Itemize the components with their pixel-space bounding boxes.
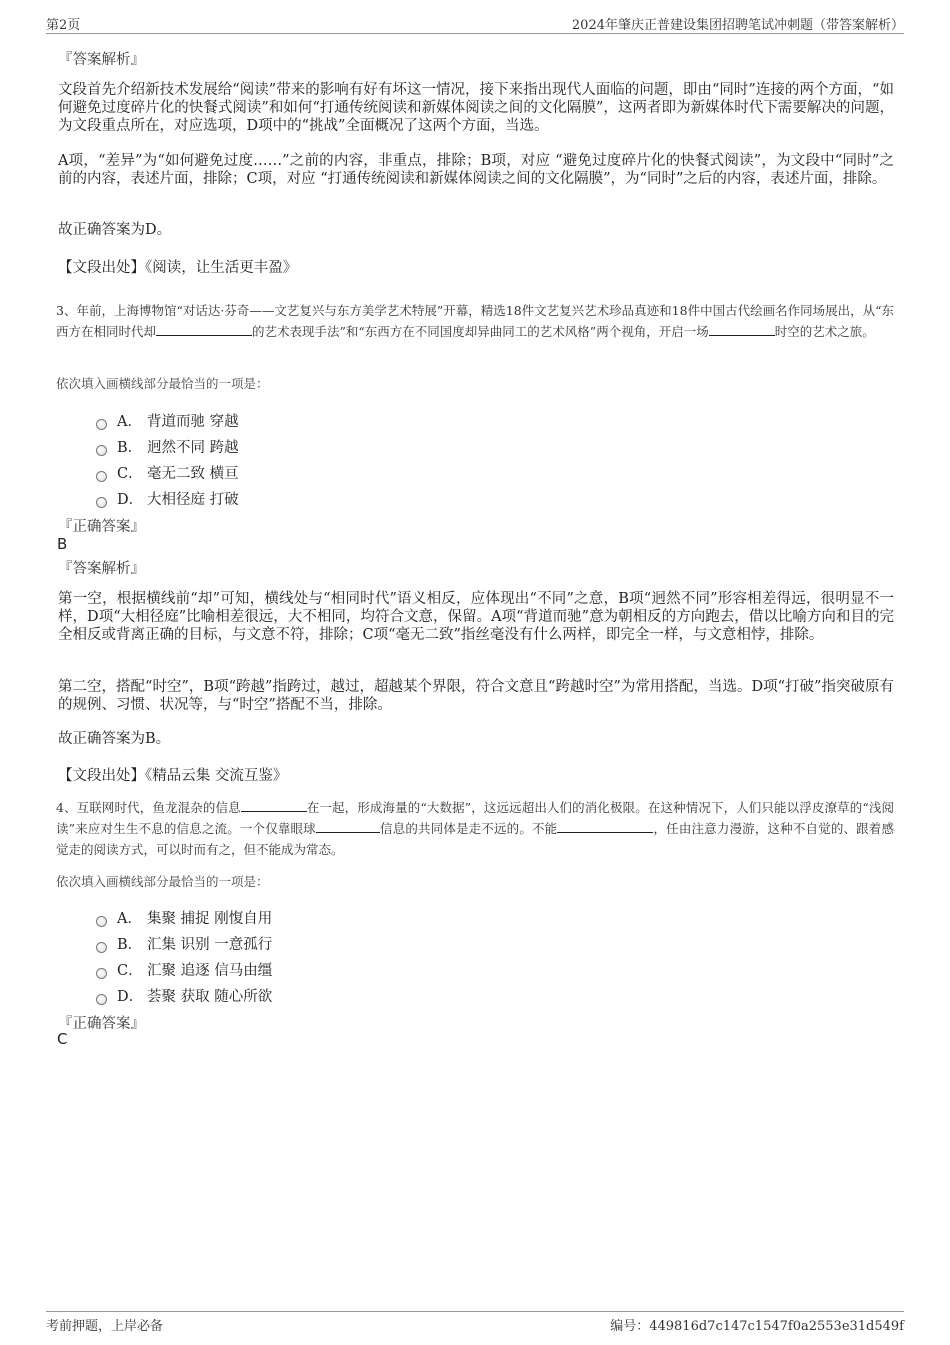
- q3-option-d[interactable]: [96, 488, 239, 508]
- q4-blank-2: [316, 819, 380, 833]
- q3-conclusion: 故正确答案为B。: [58, 731, 171, 747]
- q4-option-d[interactable]: [96, 985, 272, 1005]
- q4-stem-part4: ，任由注意力漫游，这种不自觉的、跟着感觉走的阅读方式，可以时而有之，但不能成为常态。: [56, 821, 894, 857]
- q3-stem-part3: 时空的艺术之旅。: [774, 324, 875, 339]
- q4-option-text: 汇集 识别 一意孤行: [147, 937, 273, 953]
- q4-stem-part1: 4、互联网时代，鱼龙混杂的信息: [56, 800, 241, 815]
- q3-stem-part1: 3、年前，上海博物馆“对话达·芬奇——文艺复兴与东方美学艺术特展”开幕，精选18件文艺复兴艺术珍品真迹和18件中国古代绘画名作同场展出，从“东西方在相同时代却: [56, 303, 894, 339]
- document-id: 编号：449816d7c147c1547f0a2553e31d549f: [610, 1319, 904, 1334]
- q4-answer-label: 『正确答案』: [58, 1016, 145, 1032]
- q3-answer-label: 『正确答案』: [58, 519, 145, 535]
- q2-conclusion: 故正确答案为D。: [58, 222, 172, 238]
- q2-source: 【文段出处】《阅读，让生活更丰盈》: [58, 260, 298, 276]
- q3-option-letter: D．: [117, 492, 144, 508]
- q3-blank-2: [709, 322, 775, 336]
- q4-option-text: 荟聚 获取 随心所欲: [147, 989, 273, 1005]
- q4-option-letter: B．: [117, 937, 143, 953]
- q4-option-letter: A．: [117, 911, 142, 927]
- footer-slogan: 考前押题，上岸必备: [46, 1319, 164, 1334]
- q3-option-c[interactable]: [96, 462, 239, 482]
- radio-icon[interactable]: [96, 994, 107, 1005]
- radio-icon[interactable]: [96, 445, 107, 456]
- q3-answer: B: [57, 535, 68, 553]
- q3-option-letter: A．: [117, 414, 142, 430]
- q3-option-letter: C．: [117, 466, 143, 482]
- q3-blank-1: [156, 322, 252, 336]
- q4-option-letter: C．: [117, 963, 143, 979]
- q4-option-text: 集聚 捕捉 刚愎自用: [147, 911, 273, 927]
- q3-option-text: 大相径庭 打破: [147, 492, 239, 508]
- q4-option-text: 汇聚 追逐 信马由缰: [147, 963, 273, 979]
- q3-option-b[interactable]: [96, 436, 239, 456]
- radio-icon[interactable]: [96, 916, 107, 927]
- q3-analysis-label: 『答案解析』: [58, 561, 145, 577]
- q4-option-letter: D．: [117, 989, 144, 1005]
- q3-stem-part2: 的艺术表现手法”和“东西方在不同国度却异曲同工的艺术风格”两个视角，开启一场: [252, 324, 709, 339]
- document-title: 2024年肇庆正普建设集团招聘笔试冲刺题（带答案解析）: [571, 18, 904, 33]
- q4-stem-part2: 在一起，形成海量的“大数据”，这远远超出人们的消化极限。在这种情况下，人们只能以浮皮潦草的“浅阅读”来应对生生不息的信息之流。一个仅靠眼球: [56, 800, 894, 836]
- page-header: [46, 14, 904, 34]
- q4-blank-3: [557, 819, 653, 833]
- q3-analysis-para2: 第二空，搭配“时空”，B项“跨越”指跨过，越过，超越某个界限，符合文意且“跨越时空”为常用搭配，当选。D项“打破”指突破原有的规例、习惯、状况等，与“时空”搭配不当，排除。: [58, 679, 894, 713]
- radio-icon[interactable]: [96, 471, 107, 482]
- q3-source: 【文段出处】《精品云集 交流互鉴》: [58, 768, 288, 784]
- q3-option-text: 毫无二致 横亘: [147, 466, 239, 482]
- page-number: 第2页: [46, 18, 81, 33]
- q2-analysis-label: 『答案解析』: [58, 52, 145, 68]
- q3-stem: [56, 300, 894, 342]
- q3-prompt: 依次填入画横线部分最恰当的一项是：: [56, 376, 269, 391]
- q2-analysis-para1: 文段首先介绍新技术发展给“阅读”带来的影响有好有坏这一情况，接下来指出现代人面临的问题，即由“同时”连接的两个方面，“如何避免过度碎片化的快餐式阅读”和如何“打通传统阅读和新媒体阅读之间的文化隔膜”，这两者即为新媒体时代下需要解决的问题，为文段重点所在，对应选项，D项中的“挑战”全面概况了这两个方面，当选。: [58, 82, 894, 134]
- q4-prompt: 依次填入画横线部分最恰当的一项是：: [56, 874, 269, 889]
- radio-icon[interactable]: [96, 497, 107, 508]
- q3-option-text: 迥然不同 跨越: [147, 440, 239, 456]
- q3-option-text: 背道而驰 穿越: [147, 414, 239, 430]
- q4-option-b[interactable]: [96, 933, 272, 953]
- radio-icon[interactable]: [96, 968, 107, 979]
- radio-icon[interactable]: [96, 942, 107, 953]
- q4-stem-part3: 信息的共同体是走不远的。不能: [379, 821, 558, 836]
- q4-option-c[interactable]: [96, 959, 272, 979]
- q3-analysis-para1: 第一空，根据横线前“却”可知，横线处与“相同时代”语义相反，应体现出“不同”之意，B项“迥然不同”形容相差得远，很明显不一样，D项“大相径庭”比喻相差很远，大不相同，均符合文意，保留。A项“背道而驰”意为朝相反的方向跑去，借以比喻方向和目的完全相反或背离正确的目标，与文意不符，排除；C项“毫无二致”指丝毫没有什么两样，即完全一样，与文意相悖，排除。: [58, 591, 894, 643]
- radio-icon[interactable]: [96, 419, 107, 430]
- q2-analysis-para2: A项，“差异”为“如何避免过度……”之前的内容，非重点，排除；B项，对应 “避免过度碎片化的快餐式阅读”，为文段中“同时”之前的内容，表述片面，排除；C项，对应 “打通传统阅读和新媒体阅读之间的文化隔膜”，为“同时”之后的内容，表述片面，排除。: [58, 153, 894, 187]
- q4-blank-1: [241, 798, 307, 812]
- q4-stem: [56, 797, 894, 860]
- q4-answer: C: [57, 1030, 68, 1048]
- q3-option-a[interactable]: [96, 410, 239, 430]
- q3-option-letter: B．: [117, 440, 143, 456]
- page-footer: [46, 1311, 904, 1333]
- q4-option-a[interactable]: [96, 907, 272, 927]
